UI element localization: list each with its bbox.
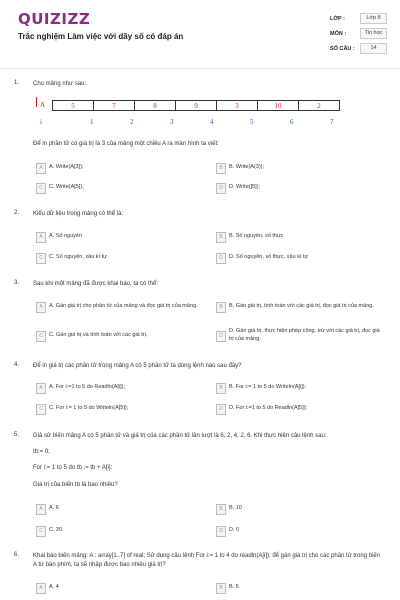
header-divider [0,68,400,69]
socau-value: 14 [360,43,387,54]
option-text: C. For i:= 1 to 5 do Writeln(A[5]); [49,404,129,411]
option-letter: D [216,183,226,194]
option-letter: C [36,253,46,264]
option-letter: B [216,583,226,594]
option-letter: D [216,526,226,537]
array-cell: 5 [53,101,94,111]
question-5-text: Giả sử biến mảng A có 5 phần tử và giá trị của các phần tử lần lượt là 6, 2, 4, 2, 6. Khi thực hiện câu lệnh sau: [33,433,327,439]
question-1-number: 1. [14,80,20,86]
option-text: C. Write(A[5]); [49,183,84,190]
question-4-number: 4. [14,362,20,368]
question-5-prompt: Giá trị của biến tb là bao nhiêu? [33,482,118,488]
option-text: A. 6 [49,504,59,511]
option-letter: A [36,163,46,174]
option-text: C. Gán giá trị và tính toán với các giá trị. [49,331,148,338]
option-letter: A [36,302,46,313]
quizizz-logo: QUIZIZZ [18,10,91,28]
array-cell: 8 [135,101,176,111]
mon-value: Tin học [360,28,387,39]
array-cell: 10 [258,101,299,111]
question-5-code-line: For i:= 1 to 5 do tb := tb + A[i]; [33,465,113,471]
lop-label: LỚP : [330,16,345,22]
option-text: A. For i:=1 to 5 do Readln(A[i]); [49,383,125,390]
question-3-number: 3. [14,280,20,286]
text-cursor [36,97,37,107]
option-text: A. Số nguyên [49,232,83,239]
option-letter: A [36,504,46,515]
option-text: B. Số nguyên, số thực [229,232,284,239]
question-1-prompt: Để in phần tử có giá trị là 3 của mảng một chiều A ra màn hình ta viết: [33,141,219,147]
array-cell: 3 [217,101,258,111]
question-5-code-line: tb:= 0; [33,449,50,455]
option-text: D. Gán giá trị, thực hiện phép cộng, trừ với các giá trị, đọc giá trị của mảng. [229,328,380,342]
option-text: D. Write([5]); [229,183,261,190]
option-letter: C [36,331,46,342]
option-text: B. 10 [229,504,242,511]
option-text: A. 4 [49,583,59,590]
option-letter: A [36,232,46,243]
question-5-number: 5. [14,432,20,438]
array-index: 2 [130,118,134,126]
option-text: C. 20 [49,526,63,533]
page-title: Trắc nghiệm Làm việc với dãy số có đáp án [18,32,184,41]
option-text: A. Write(A[3]); [49,163,84,170]
option-text: B. Write(A(3)); [229,163,265,170]
index-name: i [40,118,42,126]
option-letter: A [36,583,46,594]
option-letter: B [216,232,226,243]
question-1-text: Cho mảng như sau: [33,81,87,87]
option-text: D. Số nguyên, số thực, xâu kí tự [229,253,309,260]
question-2-number: 2. [14,210,20,216]
array-index: 1 [90,118,94,126]
array-index: 5 [250,118,254,126]
option-letter: D [216,253,226,264]
array-index: 7 [330,118,334,126]
array-table [52,100,340,111]
question-4-text: Để in giá trị các phần tử trong mảng A có 5 phần tử ta dùng lệnh nào sau đây? [33,363,242,369]
socau-label: SỐ CÂU : [330,46,355,52]
question-2-text: Kiểu dữ liệu trong mảng có thể là: [33,211,124,217]
option-text: C. Số nguyên, xâu kí tự [49,253,107,260]
question-6-text: Khai báo biến mảng: A : array[1..7] of real; Sử dụng câu lệnh For i:= 1 to 4 do readln(A[i]); để gán giá trị cho các phần tử trong biến A từ bàn phím, ta sẽ nhập được bao nhiêu giá trị? [33,553,381,568]
option-letter: B [216,302,226,313]
question-3-text: Sau khi một mảng đã được khai báo, ta có thể: [33,281,159,287]
header [0,0,400,60]
array-cell: 7 [94,101,135,111]
option-letter: B [216,504,226,515]
option-text: D. 0 [229,526,240,533]
option-letter: B [216,383,226,394]
array-name: A [40,101,46,109]
option-text: B. 5 [229,583,239,590]
option-letter: C [36,404,46,415]
option-letter: D [216,331,226,342]
option-text: B. For i:= 1 to 5 do Writeln(A[i]); [229,383,307,390]
array-cell: 2 [299,101,340,111]
array-index: 4 [210,118,214,126]
array-index: 6 [290,118,294,126]
lop-value: Lớp 8 [360,13,387,24]
mon-label: MÔN : [330,31,347,37]
option-letter: C [36,526,46,537]
option-text: A. Gán giá trị cho phần tử của mảng và đọc giá trị của mảng. [49,302,198,309]
option-text: B. Gán giá trị, tính toán với các giá trị, đọc giá trị của mảng. [229,302,374,309]
option-letter: C [36,183,46,194]
option-letter: A [36,383,46,394]
question-6-number: 6. [14,552,20,558]
array-index: 3 [170,118,174,126]
option-letter: B [216,163,226,174]
option-letter: D [216,404,226,415]
option-text: D. For i:=1 to 5 do Readln(A[5]); [229,404,308,411]
array-cell: 9 [176,101,217,111]
